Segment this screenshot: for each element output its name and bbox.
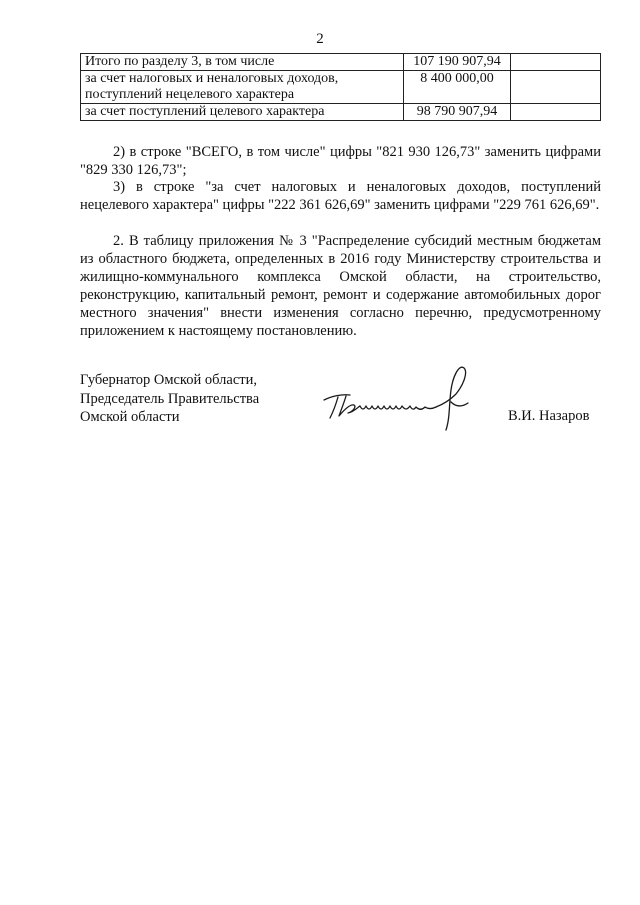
table-cell-empty [510, 104, 600, 121]
signer-title-line: Председатель Правительства [80, 390, 260, 407]
signer-name: В.И. Назаров [508, 408, 590, 424]
table-cell-empty [510, 71, 600, 104]
table-cell-value: 107 190 907,94 [404, 54, 510, 71]
paragraph-section-2: 2. В таблицу приложения № 3 "Распределение субсидий местным бюджетам из областного бюджета, определенных в 2016 году Министерству строительства и жилищно-коммунального комплекса Омской области, на строительство, реконструкцию, капитальный ремонт, ремонт и содержание автомобильных дорог местного значения" внести изменения согласно перечню, предусмотренному приложением к настоящему постановлению. [80, 233, 601, 339]
handwritten-signature-icon [318, 360, 483, 435]
budget-table [80, 53, 601, 121]
table-row [81, 104, 601, 121]
page-number: 2 [316, 31, 324, 47]
table-cell-value: 98 790 907,94 [404, 104, 510, 121]
paragraph-item-3: 3) в строке "за счет налоговых и неналоговых доходов, поступлений нецелевого характера" цифры "222 361 626,69" заменить цифрами "229 761 626,69". [80, 179, 601, 213]
signer-title-line: Губернатор Омской области, [80, 372, 257, 388]
table-row [81, 54, 601, 71]
signer-title [80, 371, 259, 427]
table-cell-label: за счет поступлений целевого характера [81, 104, 404, 121]
table-row [81, 71, 601, 104]
table-cell-label: за счет налоговых и неналоговых доходов, поступлений нецелевого характера [81, 71, 404, 104]
table-cell-value: 8 400 000,00 [404, 71, 510, 104]
paragraph-item-2: 2) в строке "ВСЕГО, в том числе" цифры "821 930 126,73" заменить цифрами "829 330 126,73"; [80, 144, 601, 178]
signer-title-line: Омской области [80, 409, 180, 425]
table-cell-label: Итого по разделу 3, в том числе [81, 54, 404, 71]
table-cell-empty [510, 54, 600, 71]
